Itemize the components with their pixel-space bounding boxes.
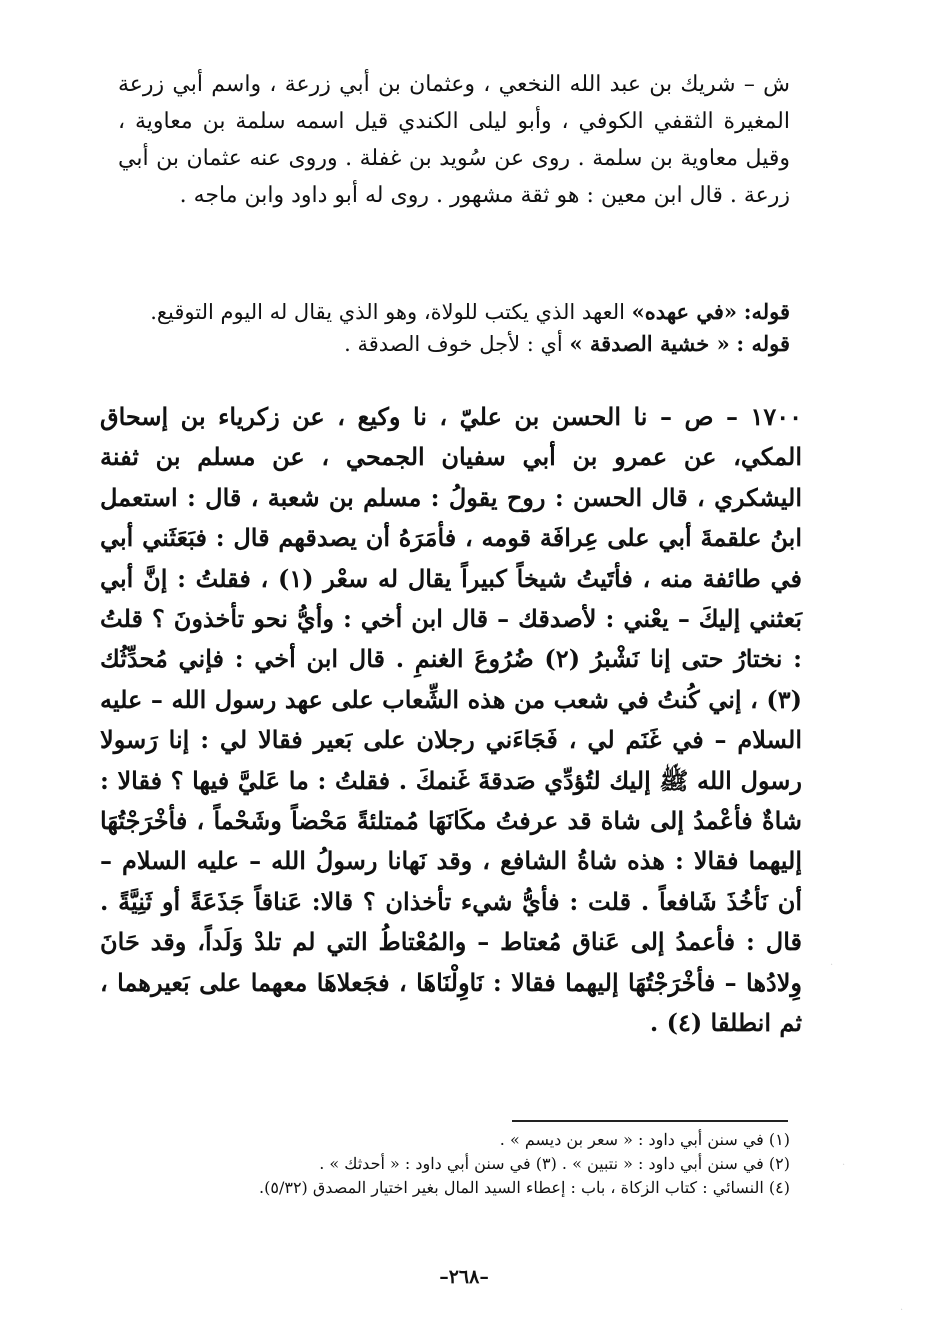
- note-1-quote: «في عهده»: [631, 299, 738, 324]
- footnotes: [118, 1128, 790, 1200]
- commentary-note-2: [118, 328, 790, 360]
- commentary-notes: [118, 296, 790, 360]
- note-1-text: العهد الذي يكتب للولاة، وهو الذي يقال له اليوم التوقيع.: [150, 300, 625, 324]
- hadith-paragraph: ١٧٠٠ – ص – نا الحسن بن عليّ ، نا وكيع ، عن زكرياء بن إسحاق المكي، عن عمرو بن أبي سفيان الجمحي ، عن مسلم بن ثفنة اليشكري ، قال الحسن : روح يقولُ : مسلم بن شعبة ، قال : استعمل ابنُ علقمةَ أبي على عِرافَة قومه ، فأمَرَهُ أن يصدقهم قال : فبَعَثَني أبي في طائفة منه ، فأتَيتُ شيخاً كبيراً يقال له سعْر (١) ، فقلتُ : إنَّ أبي بَعثني إليكَ – يعْني : لأصدقك – قال ابن أخي : وأيُّ نحو تأخذونَ ؟ قلتُ : نختارُ حتى إنا نَشْبرُ (٢) ضُرُوعَ الغنمِ . قال ابن أخي : فإني مُحدِّثُك (٣) ، إني كُنتُ في شعب من هذه الشِّعاب على عهد رسول الله – عليه السلام – في غَنَم لي ، فَجَاءَني رجلان على بَعير فقالا لي : إنا رَسولا رسول الله ﷺ إليك لتُؤدِّي صَدقةَ غَنمكَ . فقلتُ : ما عَليَّ فيها ؟ فقالا : شاةٌ فأعْمدُ إلى شاة قد عرفتُ مكَانَهَا مُمتلئةً مَحْضاً وشَحْماً ، فأخْرَجْتُهَا إليهما فقالا : هذه شاةُ الشافع ، وقد نَهانا رسولُ الله – عليه السلام – أن نَأخُذَ شَافعاً . قلت : فأيُّ شيء تأخذان ؟ قالا: عَناقاً جَذَعَةً أو ثَنِيَّةً . قال : فأعمدُ إلى عَناق مُعتاط – والمُعْتاطُ التي لم تلدْ وَلَداً، وقد حَانَ وِلادُها – فأخْرَجْتُهَا إليهما فقالا : نَاوِلْنَاهَا ، فجَعلاهَا معهما على بَعيرهما ، ثم انطلقا (٤) .: [100, 402, 803, 1038]
- note-2-label: قوله :: [736, 331, 790, 356]
- scan-speck: ·: [900, 1305, 904, 1316]
- note-2-text: أي : لأجل خوف الصدقة .: [344, 332, 563, 356]
- note-2-quote: « خشية الصدقة »: [569, 331, 730, 356]
- note-1-label: قوله:: [743, 299, 790, 324]
- footnote-4: (٤) النسائي : كتاب الزكاة ، باب : إعطاء السيد المال بغير اختيار المصدق (٥/٣٢).: [259, 1178, 790, 1197]
- scan-speck: ·: [842, 1160, 846, 1171]
- scan-speck: ·: [830, 960, 834, 971]
- page-number: –٢٦٨–: [439, 1266, 489, 1288]
- footnote-separator: [512, 1120, 788, 1122]
- footnote-2-3: (٢) في سنن أبي داود : « نتبين » . (٣) في سنن أبي داود : « أحدثك » .: [319, 1154, 790, 1173]
- footnote-1: (١) في سنن أبي داود : « سعر بن ديسم » .: [499, 1130, 790, 1149]
- commentary-note-1: [118, 296, 790, 328]
- narrator-bio-paragraph: ش – شريك بن عبد الله النخعي ، وعثمان بن أبي زرعة ، واسم أبي زرعة المغيرة الثقفي الكوفي ، وأبو ليلى الكندي قيل اسمه سلمة بن معاوية ، وقيل معاوية بن سلمة . روى عن سُويد بن غفلة . وروى عنه عثمان بن أبي زرعة . قال ابن معين : هو ثقة مشهور . روى له أبو داود وابن ماجه .: [118, 72, 790, 208]
